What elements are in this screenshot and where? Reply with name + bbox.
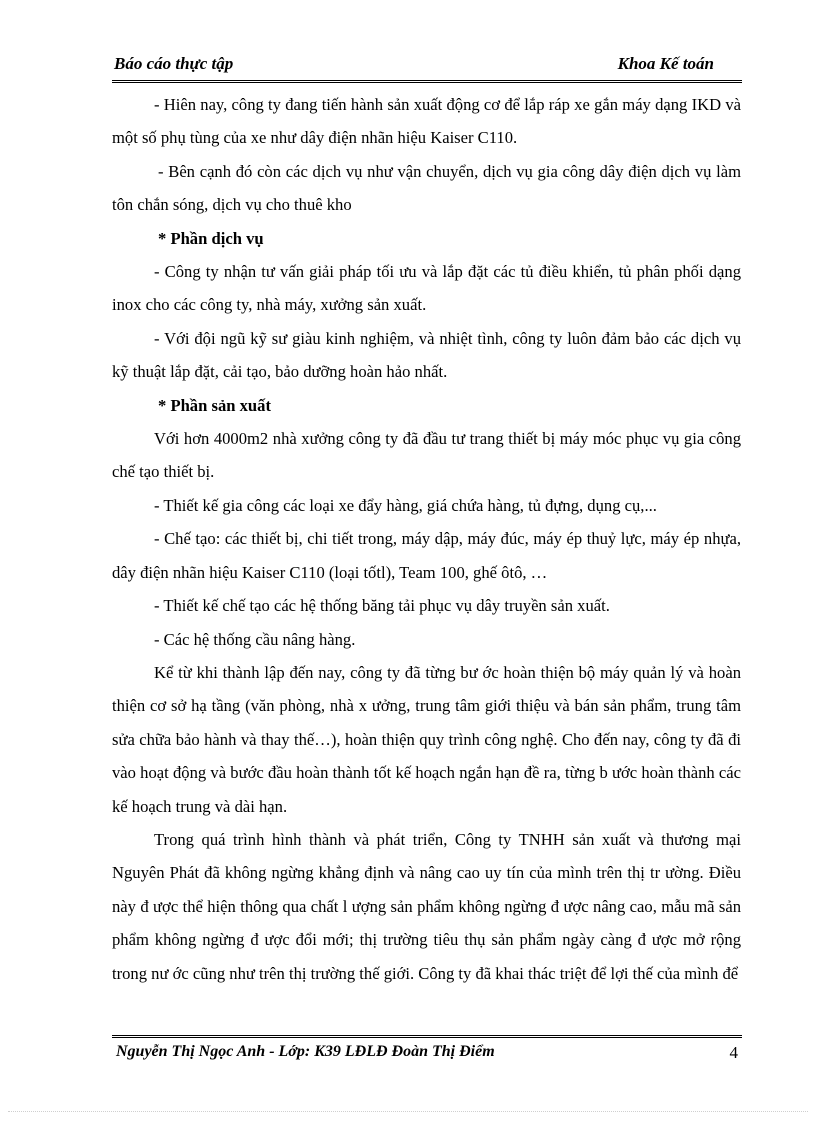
page-footer — [112, 1035, 742, 1070]
paragraph-history: Kể từ khi thành lập đến nay, công ty đã từng bư ớc hoàn thiện bộ máy quản lý và hoàn thiện cơ sở hạ tầng (văn phòng, nhà x ưởng, trung tâm giới thiệu và bán sản phẩm, trung tâm sửa chữa bảo hành và thay thế…), hoàn thiện quy trình công nghệ. Cho đến nay, công ty đã đi vào hoạt động và bước đầu hoàn thành tốt kế hoạch ngắn hạn đề ra, từng b ước hoàn thành các kế hoạch trung và dài hạn. — [112, 662, 741, 816]
paragraph-workshop: Với hơn 4000m2 nhà xưởng công ty đã đầu tư trang thiết bị máy móc phục vụ gia công chế tạo thiết bị. — [112, 429, 741, 482]
paragraph-trolley-design: - Thiết kế gia công các loại xe đẩy hàng, giá chứa hàng, tủ đựng, dụng cụ,... — [154, 495, 657, 515]
header-department: Khoa Kế toán — [617, 54, 714, 73]
header-report-title: Báo cáo thực tập — [114, 54, 234, 73]
paragraph-other-services: - Bên cạnh đó còn các dịch vụ như vận chuyển, dịch vụ gia công dây điện dịch vụ làm tôn chắn sóng, dịch vụ cho thuê kho — [112, 161, 741, 215]
footer-author: Nguyễn Thị Ngọc Anh - Lớp: K39 LĐLĐ Đoàn Thị Điểm — [116, 1043, 495, 1060]
paragraph-manufacturing: - Chế tạo: các thiết bị, chi tiết trong, máy dập, máy đúc, máy ép thuỷ lực, máy ép nhựa, dây điện nhãn hiệu Kaiser C110 (loại tốtl), Team 100, ghế ôtô, … — [112, 529, 741, 582]
section-heading-production: * Phần sản xuất — [158, 395, 271, 415]
page-number: 4 — [729, 1043, 738, 1062]
paragraph-engineers: - Với đội ngũ kỹ sư giàu kinh nghiệm, và nhiệt tình, công ty luôn đảm bảo các dịch vụ kỹ thuật lắp đặt, cải tạo, bảo dưỡng hoàn hảo nhất. — [112, 328, 741, 382]
paragraph-lifts: - Các hệ thống cầu nâng hàng. — [154, 629, 356, 649]
document-body — [112, 88, 741, 990]
page-header — [112, 52, 742, 83]
section-heading-services: * Phần dịch vụ — [158, 228, 264, 248]
paragraph-engine-production: - Hiên nay, công ty đang tiến hành sản xuất động cơ để lắp ráp xe gắn máy dạng IKD và một số phụ tùng của xe như dây điện nhãn hiệu Kaiser C110. — [112, 95, 741, 148]
paragraph-development: Trong quá trình hình thành và phát triển, Công ty TNHH sản xuất và thương mại Nguyên Phát đã không ngừng khẳng định và nâng cao uy tín của mình trên thị tr ường. Điều này đ ược thể hiện thông qua chất l ượng sản phẩm không ngừng đ ược nâng cao, mẫu mã sản phẩm không ngừng đ ược đổi mới; thị trường tiêu thụ sản phẩm ngày càng đ ược mở rộng trong nư ớc cũng như trên thị trường thế giới. Công ty đã khai thác triệt để lợi thế của mình để — [112, 829, 741, 983]
page-edge-divider — [8, 1111, 808, 1112]
paragraph-conveyor: - Thiết kế chế tạo các hệ thống băng tải phục vụ dây truyền sản xuất. — [154, 596, 610, 616]
paragraph-consulting: - Công ty nhận tư vấn giải pháp tối ưu và lắp đặt các tủ điều khiển, tủ phân phối dạng inox cho các công ty, nhà máy, xưởng sản xuất. — [112, 262, 741, 315]
